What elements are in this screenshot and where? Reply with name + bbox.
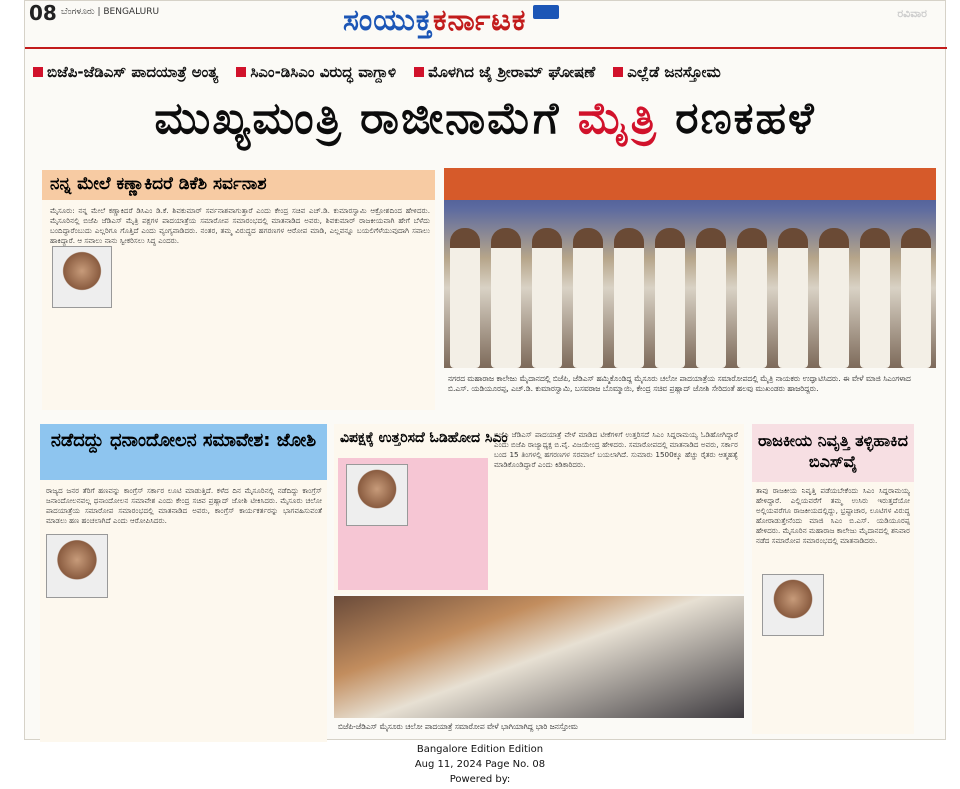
story-heading: ನನ್ನ ಮೇಲೆ ಕಣ್ಣಾಕಿದರೆ ಡಿಕೆಶಿ ಸರ್ವನಾಶ [42, 170, 435, 200]
story-hdk [42, 170, 435, 410]
crowd-photo [334, 596, 744, 718]
kicker-bar [33, 59, 933, 85]
bullet-square-icon [414, 67, 424, 77]
stage-banner [444, 168, 936, 200]
day-tag: ರವಿವಾರ [897, 7, 927, 20]
kicker-item: ಸಿಎಂ-ಡಿಸಿಎಂ ವಿರುದ್ಧ ವಾಗ್ದಾಳಿ [236, 63, 396, 81]
newspaper-logo [343, 3, 526, 38]
date-line: ಬೆಂಗಳೂರು | BENGALURU [61, 7, 160, 17]
story-heading: ನಡೆದದ್ದು ಧನಾಂದೋಲನ ಸಮಾವೇಶ: ಜೋಶಿ [40, 424, 327, 480]
page-number: 08 [29, 1, 57, 25]
emblem-icon [533, 5, 559, 19]
story-joshi [40, 424, 327, 742]
logo-part2: ಕರ್ನಾಟಕ [432, 3, 527, 38]
story-heading: ರಾಜಕೀಯ ನಿವೃತ್ತಿ ತಳ್ಳಿಹಾಕಿದ ಬಿಎಸ್‌ವೈ [752, 424, 914, 482]
kicker-item: ಎಲ್ಲೆಡೆ ಜನಸ್ತೋಮ [613, 63, 721, 81]
kicker-item: ಮೊಳಗಿದ ಜೈ ಶ್ರೀರಾಮ್ ಘೋಷಣೆ [414, 63, 595, 81]
edition-name: Bangalore Edition Edition [416, 744, 544, 755]
bullet-square-icon [613, 67, 623, 77]
photo-caption: ಬಿಜೆಪಿ-ಜೆಡಿಎಸ್ ಮೈಸೂರು ಚಲೋ ಪಾದಯಾತ್ರೆ ಸಮಾರೋಪ ವೇಳೆ ಭಾಗಿಯಾಗಿದ್ದ ಭಾರಿ ಜನಸ್ತೋಮ [338, 722, 578, 731]
story-body: ರಾಜ್ಯದ ಜನರ ತೆರಿಗೆ ಹಣವನ್ನು ಕಾಂಗ್ರೆಸ್ ಸರ್ಕಾರ ಲೂಟಿ ಮಾಡುತ್ತಿದೆ. ಕಳೆದ ದಿನ ಮೈಸೂರಿನಲ್ಲಿ ನಡೆದಿದ್ದು ಕಾಂಗ್ರೆಸ್ ಜನಾಂದೋಲನವಲ್ಲ ಧನಾಂದೋಲನ ಸಮಾವೇಶ ಎಂದು ಕೇಂದ್ರ ಸಚಿವ ಪ್ರಹ್ಲಾದ್ ಜೋಶಿ ಟೀಕಿಸಿದರು. ಮೈಸೂರು ಚಲೋ ಪಾದಯಾತ್ರೆಯ ಸಮಾರೋಪ ಸಮಾರಂಭದಲ್ಲಿ ಮಾತನಾಡಿದ ಅವರು, ಕಾಂಗ್ರೆಸ್ ಕಾರ್ಯಕರ್ತರನ್ನು ಭಾಗವಹಿಸುವಂತೆ ಮಾಡಲು ಹಣ ಹಂಚಲಾಗಿದೆ ಎಂದು ಆರೋಪಿಸಿದರು. [46, 486, 322, 525]
story-body: ಬಿಜೆಪಿ ಜೆಡಿಎಸ್ ಪಾದಯಾತ್ರೆ ವೇಳೆ ಮಾಡಿದ ಟೀಕೆಗಳಿಗೆ ಉತ್ತರಿಸದೆ ಸಿಎಂ ಸಿದ್ದರಾಮಯ್ಯ ಓಡಿಹೋಗಿದ್ದಾರೆ ಎಂದು ಬಿಜೆಪಿ ರಾಜ್ಯಾಧ್ಯಕ್ಷ ಬಿ.ವೈ. ವಿಜಯೇಂದ್ರ ಹೇಳಿದರು. ಸಮಾರೋಪದಲ್ಲಿ ಮಾತನಾಡಿದ ಅವರು, ಸರ್ಕಾರ ಬಂದ 15 ತಿಂಗಳಲ್ಲಿ ಹಗರಣಗಳ ಸರಮಾಲೆ ಬಯಲಾಗಿದೆ. ಸುಮಾರು 1500ಕ್ಕೂ ಹೆಚ್ಚು ರೈತರು ಆತ್ಮಹತ್ಯೆ ಮಾಡಿಕೊಂಡಿದ್ದಾರೆ ಎಂದು ಕಿಡಿಕಾರಿದರು. [494, 430, 738, 469]
leaders-group [444, 208, 936, 368]
edition-date: Aug 11, 2024 Page No. 08 [414, 759, 546, 770]
photo-caption: ನಗರದ ಮಹಾರಾಜ ಕಾಲೇಜು ಮೈದಾನದಲ್ಲಿ ಬಿಜೆಪಿ, ಜೆಡಿಎಸ್ ಹಮ್ಮಿಕೊಂಡಿದ್ದ ಮೈಸೂರು ಚಲೋ ಪಾದಯಾತ್ರೆಯ ಸಮಾರೋಪದಲ್ಲಿ ಮೈತ್ರಿ ನಾಯಕರು ಉದ್ಘಾಟಿಸಿದರು. ಈ ವೇಳೆ ಮಾಜಿ ಸಿಎಂಗಳಾದ ಬಿ.ಎಸ್. ಯಡಿಯೂರಪ್ಪ, ಎಚ್.ಡಿ. ಕುಮಾರಸ್ವಾಮಿ, ಬಸವರಾಜ ಬೊಮ್ಮಾಯಿ, ಕೇಂದ್ರ ಸಚಿವ ಪ್ರಹ್ಲಾದ್ ಜೋಶಿ ಸೇರಿದಂತೆ ಹಲವು ಮುಖಂಡರು ಹಾಜರಿದ್ದರು. [448, 374, 911, 393]
vijayendra-portrait [346, 464, 408, 526]
bullet-square-icon [236, 67, 246, 77]
kicker-item: ಬಿಜೆಪಿ-ಜೆಡಿಎಸ್ ಪಾದಯಾತ್ರೆ ಅಂತ್ಯ [33, 63, 218, 81]
logo-part1: ಸಂಯುಕ್ತ [343, 3, 433, 38]
bsy-portrait [762, 574, 824, 636]
story-bsy [752, 424, 914, 734]
hdk-portrait [52, 246, 112, 308]
story-vijayendra [334, 424, 744, 594]
story-body: ಮೈಸೂರು: ನನ್ನ ಮೇಲೆ ಕಣ್ಣಾಕಿದರೆ ಡಿಸಿಎಂ ಡಿ.ಕೆ. ಶಿವಕುಮಾರ್ ಸರ್ವನಾಶವಾಗುತ್ತಾರೆ ಎಂದು ಕೇಂದ್ರ ಸಚಿವ ಎಚ್.ಡಿ. ಕುಮಾರಸ್ವಾಮಿ ಆಕ್ರೋಶದಿಂದ ಹೇಳಿದರು. ಮೈಸೂರಿನಲ್ಲಿ ಬಿಜೆಪಿ ಜೆಡಿಎಸ್ ಮೈತ್ರಿ ಪಕ್ಷಗಳ ಪಾದಯಾತ್ರೆಯ ಸಮಾರೋಪ ಸಮಾರಂಭದಲ್ಲಿ ಮಾತನಾಡಿದ ಅವರು, ಶಿವಕುಮಾರ್ ರಾಜಕೀಯವಾಗಿ ಹೇಗೆ ಬೆಳೆದು ಬಂದಿದ್ದಾರೆಂಬುದು ಎಲ್ಲರಿಗೂ ಗೊತ್ತಿದೆ ಎಂದು ವ್ಯಂಗ್ಯವಾಡಿದರು. ನಂತರ, ತಮ್ಮ ವಿರುದ್ಧದ ಹಗರಣಗಳ ಆರೋಪ ಮಾಡಿ, ಎಲ್ಲವನ್ನೂ ಬಯಲಿಗೆಳೆಯುವುದಾಗಿ ಸವಾಲು ಹಾಕಿದ್ದಾರೆ. ಆ ಸವಾಲು ನಾನು ಸ್ವೀಕರಿಸಲು ಸಿದ್ಧ ಎಂದರು. [50, 206, 430, 245]
bullet-square-icon [33, 67, 43, 77]
masthead [25, 1, 947, 49]
joshi-portrait [46, 534, 108, 598]
story-body: ತಾವು ರಾಜಕೀಯ ನಿವೃತ್ತಿ ಪಡೆಯಬೇಕೆಂದು ಸಿಎಂ ಸಿದ್ದರಾಮಯ್ಯ ಹೇಳಿದ್ದಾರೆ. ಎಲ್ಲಿಯವರೆಗೆ ತಮ್ಮ ಉಸಿರು ಇರುತ್ತದೆಯೋ ಅಲ್ಲಿಯವರೆಗೂ ರಾಜಕೀಯದಲ್ಲಿದ್ದು, ಭ್ರಷ್ಟಾಚಾರ, ಲೂಟಿಗಳ ವಿರುದ್ಧ ಹೋರಾಡುತ್ತೇನೆಂದು ಮಾಜಿ ಸಿಎಂ ಬಿ.ಎಸ್. ಯಡಿಯೂರಪ್ಪ ಹೇಳಿದರು. ಮೈಸೂರಿನ ಮಹಾರಾಜ ಕಾಲೇಜು ಮೈದಾನದಲ್ಲಿ ಶನಿವಾರ ನಡೆದ ಸಮಾರೋಪ ಸಮಾರಂಭದಲ್ಲಿ ಮಾತನಾಡಿದರು. [756, 486, 910, 545]
story-heading: ವಿಪಕ್ಷಕ್ಕೆ ಉತ್ತರಿಸದೆ ಓಡಿಹೋದ ಸಿಎಂ [340, 430, 508, 446]
rally-stage-photo [444, 168, 936, 368]
edition-footer [0, 742, 960, 787]
powered-by: Powered by: [449, 774, 511, 785]
main-headline: ಮುಖ್ಯಮಂತ್ರಿ ರಾಜೀನಾಮೆಗೆ ಮೈತ್ರಿ ರಣಕಹಳೆ [154, 93, 816, 144]
